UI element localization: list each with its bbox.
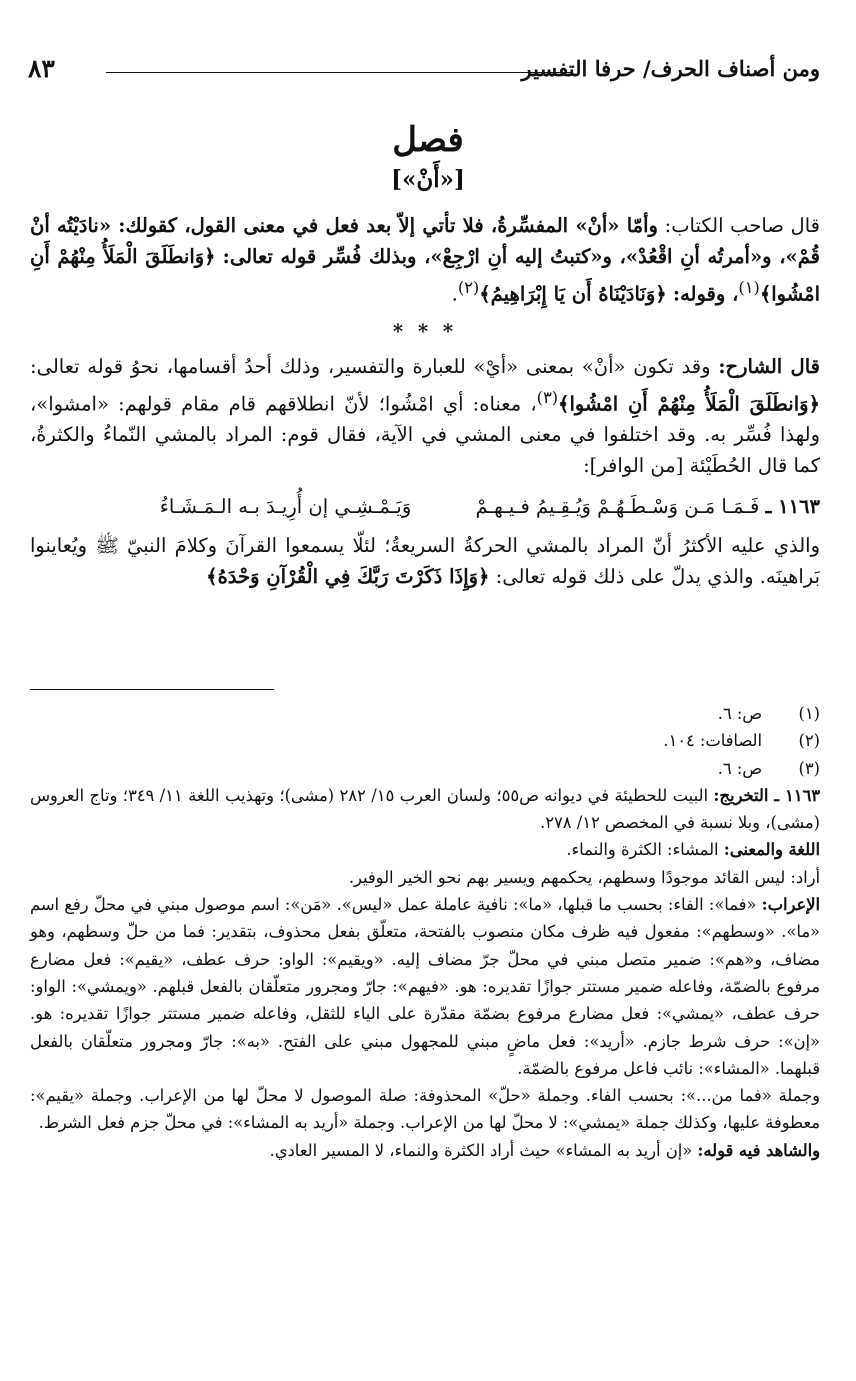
irab-text: «فما»: الفاء: بحسب ما قبلها، «ما»: نافية عاملة عمل «ليس». «مَن»: اسم موصول مبني في محلّ رفع اسم «ما». «وسطهم»: مفعول فيه ظرف مكان منصوب بالفتحة، متعلّق بفعل محذوف، بتقدير: فما من حلّ وسطهم، وهو مضاف، و«هم»: ضمير متصل مبني في محلّ جرّ مضاف إليه. «ويقيم»: الواو: حرف عطف، «يقيم»: فعل مضارع مرفوع بالضمّة، وفاعله ضمير مستتر جوازًا تقديره: هو. «فيهم»: جارّ ومجرور متعلّقان بالفعل قبلهم. «ويمشي»: الواو: حرف عطف، «يمشي»: فعل مضارع مرفوع بضمّة مقدّرة على الياء للثقل، وفاعله ضمير مستتر جوازًا تقديره: هو. «إن»: حرف شرط جازم. «أريد»: فعل ماضٍ مبني للمجهول مبني على الفتح. «به»: جارّ ومجرور متعلّقان بالفعل قبلهما. «المشاء»: نائب فاعل مرفوع بالضمّة.	[30, 895, 820, 1078]
sharh-lead: قال الشارح:	[718, 354, 820, 378]
matn-text-2: ، وقوله:	[672, 282, 739, 306]
irab-label: الإعراب:	[761, 895, 820, 915]
irab-note	[30, 891, 820, 1082]
lugha-note	[30, 836, 820, 863]
shahid-note	[30, 1137, 820, 1164]
shahid-label: والشاهد فيه قوله:	[697, 1140, 820, 1160]
matn-quran-1: ﴿وَانطَلَقَ الْمَلَأُ مِنْهُمْ أَنِ امْشُوا﴾	[30, 245, 820, 306]
section-separator: * * *	[392, 319, 458, 343]
footnote-separator	[30, 689, 274, 690]
footnote-text: ص: ٦.	[717, 758, 762, 778]
lugha-label: اللغة والمعنى:	[723, 840, 820, 860]
matn-text: وأمّا «أنْ» المفسِّرةُ، فلا تأتي إلاّ بعد فعل في معنى القول، كقولك: «نادَيْتُه أنْ قُمْ»، و«أمرتُه أنِ اقْعُدْ»، و«كتبتُ إليه أنِ ارْجِعْ»، وبذلك فُسِّر قوله تعالى:	[30, 214, 820, 268]
footnote-text: الصافات: ١٠٤.	[663, 731, 762, 751]
footnote-item	[30, 727, 820, 754]
sharh2-text: والذي عليه الأكثرُ أنّ المراد بالمشي الحركةُ السريعةُ؛ لئلّا يسمعوا القرآنَ وكلامَ النبيّ ﷺ ويُعاينوا بَراهينَه. والذي يدلّ على ذلك قوله تعالى:	[30, 534, 820, 588]
page-number: ٨٣	[28, 54, 55, 83]
lugha-text: المشاء: الكثرة والنماء.	[566, 840, 719, 860]
arada-note: أراد: ليس القائد موجودًا وسطهم، يحكمهم ويسير بهم نحو الخير الوفير.	[348, 867, 820, 887]
sharh-paragraph	[30, 351, 820, 482]
section-subtitle: [«أَنْ»]	[391, 166, 465, 193]
running-header	[28, 52, 820, 92]
shahid-text: «إن أريد به المشاء» حيث أراد الكثرة والنماء، لا المسير العادي.	[269, 1140, 693, 1160]
footnote-text: ص: ٦.	[717, 704, 762, 723]
footnote-number: (١)	[798, 704, 820, 723]
footnotes	[30, 700, 820, 1164]
main-text	[30, 210, 820, 592]
verse-number: ١١٦٣ ـ	[765, 495, 820, 518]
matn-end: .	[451, 282, 458, 306]
sharh-quran-1: ﴿وَانطَلَقَ الْمَلَأُ مِنْهُمْ أَنِ امْشُوا﴾	[558, 392, 820, 415]
footnote-number: (٢)	[798, 731, 820, 751]
footnote-ref-1: (١)	[738, 278, 760, 297]
verse-first-hemistich: فَـمَـا مَـن وَسْـطَـهُـمْ وَيُـقِـيمُ فـيـهـمْ	[475, 495, 760, 518]
matn-paragraph	[30, 210, 820, 310]
sharh-text-2: ، معناه: أي امْشُوا؛ لأنّ انطلاقهم قام مقام قولهم: «امشوا»، ولهذا فُسِّر به. وقد اختلفوا في معنى المشي في الآية، فقال قوم: المراد بالمشي النّماءُ والكثرةُ، كما قال الحُطَيْئة [من الوافر]:	[30, 392, 820, 477]
matn-lead: قال صاحب الكتاب:	[664, 214, 820, 237]
sharh-text: وقد تكون «أنْ» بمعنى «أيْ» للعبارة والتفسير، وذلك أحدُ أقسامها، نحوُ قوله تعالى:	[30, 354, 711, 378]
sharh2-quran: ﴿وَإِذَا ذَكَرْتَ رَبَّكَ فِي الْقُرْآنِ وَحْدَهُ﴾	[206, 565, 490, 588]
takhrij-label: ١١٦٣ ـ التخريج:	[713, 785, 820, 805]
sharh-paragraph-2	[30, 530, 820, 592]
verse-second-hemistich: وَيَـمْـشِـي إن أُرِيـدَ بـه الـمَـشَـاءُ	[159, 495, 412, 518]
footnote-number: (٣)	[798, 758, 820, 778]
poetry-verse	[30, 491, 820, 522]
footnote-ref-2: (٢)	[457, 278, 480, 297]
header-rule	[106, 72, 572, 73]
jumal-note: وجملة «فما من...»: بحسب الفاء. وجملة «حلّ» المحذوفة: صلة الموصول لا محلّ لها من الإعراب. وجملة «يقيم»: معطوفة عليها، وكذلك جملة «يمشي»: لا محلّ لها من الإعراب. وجملة «أريد به المشاء»: في محلّ جزم فعل الشرط.	[30, 1086, 820, 1133]
takhrij-text: البيت للحطيئة في ديوانه ص٥٥؛ ولسان العرب ١٥/ ٢٨٢ (مشى)؛ وتهذيب اللغة ١١/ ٣٤٩؛ وتاج العروس (مشى)، وبلا نسبة في المخصص ١٢/ ٢٧٨.	[30, 785, 820, 833]
running-head-title: ومن أصناف الحرف/ حرفا التفسير	[521, 56, 820, 81]
matn-quran-2: ﴿وَنَادَيْنَاهُ أَن يَا إِبْرَاهِيمُ﴾	[479, 282, 667, 306]
takhrij-note	[30, 782, 820, 837]
footnote-item	[30, 700, 820, 727]
section-title: فصل	[392, 120, 464, 160]
footnote-item	[30, 755, 820, 782]
footnote-ref-3: (٣)	[536, 387, 559, 407]
